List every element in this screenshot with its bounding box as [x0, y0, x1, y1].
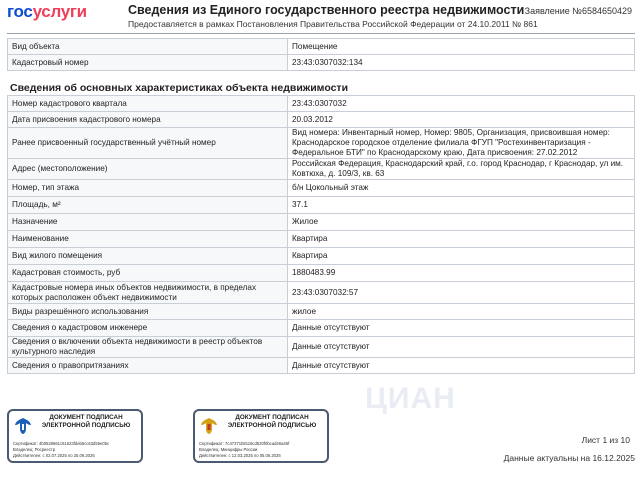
characteristics-table	[7, 95, 635, 374]
row-label: Дата присвоения кадастрового номера	[8, 112, 288, 128]
row-value: б/н Цокольный этаж	[288, 180, 635, 197]
row-value: Данные отсутствуют	[288, 320, 635, 337]
table-row	[8, 112, 635, 128]
stamp-owner: Владелец: Минцифры России	[199, 447, 258, 452]
section-title: Сведения об основных характеристиках объекта недвижимости	[10, 82, 349, 94]
table-row	[8, 96, 635, 112]
row-value: Жилое	[288, 214, 635, 231]
row-value: 37.1	[288, 197, 635, 214]
row-value: Помещение	[288, 39, 635, 55]
stamp-owner: Владелец: Росреестр	[13, 447, 56, 452]
row-label: Сведения о правопритязаниях	[8, 358, 288, 374]
row-value: 23:43:0307032	[288, 96, 635, 112]
row-value: 20.03.2012	[288, 112, 635, 128]
row-label: Площадь, м²	[8, 197, 288, 214]
signature-stamp-rosreestr	[7, 409, 143, 463]
row-label: Номер, тип этажа	[8, 180, 288, 197]
page-counter: Лист 1 из 10	[581, 435, 630, 445]
coat-of-arms-icon	[199, 416, 219, 436]
row-value: Квартира	[288, 248, 635, 265]
row-label: Кадастровый номер	[8, 55, 288, 71]
row-label: Сведения о включении объекта недвижимости в реестр объектов культурного наследия	[8, 337, 288, 358]
watermark: ЦИАН	[365, 382, 456, 415]
row-label: Виды разрешённого использования	[8, 304, 288, 320]
row-label: Наименование	[8, 231, 288, 248]
row-label: Ранее присвоенный государственный учётный номер	[8, 128, 288, 159]
row-label: Кадастровые номера иных объектов недвижимости, в пределах которых расположен объект недвижимости	[8, 282, 288, 304]
table-row	[8, 128, 635, 159]
table-row	[8, 248, 635, 265]
row-value: жилое	[288, 304, 635, 320]
header-divider	[7, 33, 635, 34]
table-row	[8, 337, 635, 358]
row-label: Номер кадастрового квартала	[8, 96, 288, 112]
row-label: Вид жилого помещения	[8, 248, 288, 265]
row-label: Назначение	[8, 214, 288, 231]
table-row	[8, 159, 635, 180]
stamp-certificate: Сертификат: 4b0528661c61623fdeb6cc63d55e0bc	[13, 441, 110, 446]
object-table	[7, 38, 635, 71]
logo-part-uslugi: услуги	[32, 2, 87, 21]
row-value: Российская Федерация, Краснодарский край, г.о. город Краснодар, г Краснодар, ул им. Ковтюха, д. 109/3, кв. 63	[288, 159, 635, 180]
row-value: 23:43:0307032:134	[288, 55, 635, 71]
table-row	[8, 55, 635, 71]
application-number: Заявление №6584650429	[524, 6, 632, 16]
row-label: Адрес (местоположение)	[8, 159, 288, 180]
table-row	[8, 231, 635, 248]
stamp-title: ДОКУМЕНТ ПОДПИСАН ЭЛЕКТРОННОЙ ПОДПИСЬЮ	[41, 414, 131, 429]
row-value: 1880483.99	[288, 265, 635, 282]
row-value: Данные отсутствуют	[288, 337, 635, 358]
table-row	[8, 180, 635, 197]
row-value: Вид номера: Инвентарный номер, Номер: 9805, Организация, присвоившая номер: Краснодарское городское отделение филиала ФГУП "Ростехинвентаризация - Федеральное БТИ" по Краснодарскому краю, Дата присвоения: 27.02.2012	[288, 128, 635, 159]
stamp-title: ДОКУМЕНТ ПОДПИСАН ЭЛЕКТРОННОЙ ПОДПИСЬЮ	[227, 414, 317, 429]
row-value: Данные отсутствуют	[288, 358, 635, 374]
table-row	[8, 304, 635, 320]
gosuslugi-logo	[7, 2, 87, 22]
stamp-certificate: Сертификат: 7c47371b8116cd520f0bcad46a45f	[199, 441, 290, 446]
row-value: Квартира	[288, 231, 635, 248]
signature-stamp-mintsifry	[193, 409, 329, 463]
table-row	[8, 358, 635, 374]
row-label: Вид объекта	[8, 39, 288, 55]
table-row	[8, 265, 635, 282]
coat-of-arms-icon	[13, 416, 33, 436]
table-row	[8, 197, 635, 214]
row-label: Сведения о кадастровом инженере	[8, 320, 288, 337]
logo-part-gos: гос	[7, 2, 33, 21]
table-row	[8, 282, 635, 304]
table-row	[8, 214, 635, 231]
row-label: Кадастровая стоимость, руб	[8, 265, 288, 282]
stamp-validity: Действителен: с 02.07.2025 по 25.09.2026	[13, 453, 95, 458]
document-subtitle: Предоставляется в рамках Постановления Правительства Российской Федерации от 24.10.2011 № 861	[128, 19, 538, 29]
document-title: Сведения из Единого государственного реестра недвижимости	[128, 3, 525, 17]
stamp-validity: Действителен: с 12.03.2025 по 05.06.2026	[199, 453, 281, 458]
row-value: 23:43:0307032:57	[288, 282, 635, 304]
data-actual-date: Данные актуальны на 16.12.2025	[503, 453, 635, 463]
table-row	[8, 320, 635, 337]
table-row	[8, 39, 635, 55]
